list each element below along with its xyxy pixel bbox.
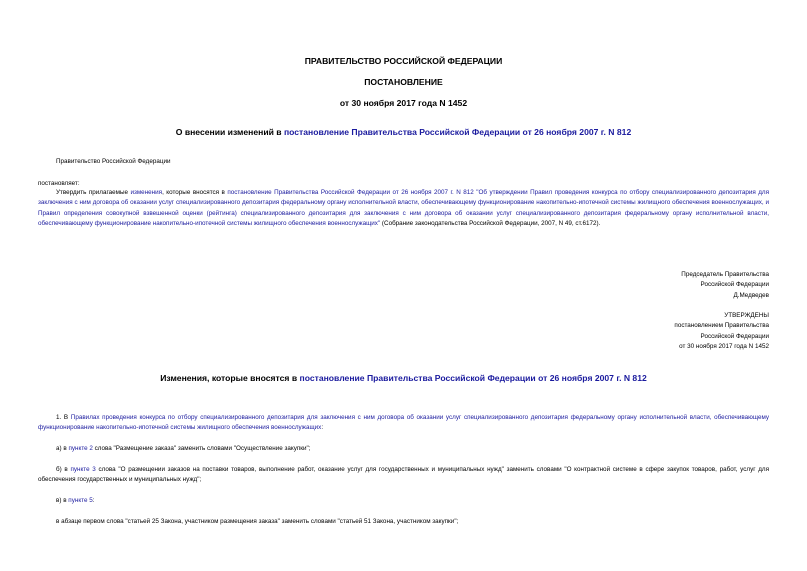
item1-prefix: 1. В <box>56 414 71 421</box>
clause-5-link[interactable]: пункте 5 <box>68 497 93 504</box>
change-item-b <box>38 465 769 486</box>
signature-line-3: Д.Медведев <box>733 291 769 299</box>
change-item-c <box>38 496 769 506</box>
approval-line-2: постановлением Правительства <box>674 322 769 330</box>
changes-title <box>0 373 807 384</box>
p1-part-b: , которые вносятся в <box>162 189 228 196</box>
change-item-c1: в абзаце первом слова "статьей 25 Закона, участником размещения заказа" заменить словами "статьей 51 Закона, участником закупки"; <box>56 518 459 525</box>
item-a-prefix: а) в <box>56 445 69 452</box>
approval-line-3: Российской Федерации <box>700 332 769 340</box>
changes-title-prefix: Изменения, которые вносятся в <box>160 373 300 383</box>
approval-block <box>674 311 769 352</box>
changes-title-link[interactable]: постановление Правительства Российской Федерации от 26 ноября 2007 г. N 812 <box>299 373 647 383</box>
decree-812-link[interactable]: постановление Правительства Российской Федерации от 26 ноября 2007 г. N 812 "Об утверждении Правил проведения конкурса по отбору специализированного депозитария для заключения с ним договора об оказании услуг специализированного депозитария федеральному органу исполнительной власти, обеспечивающему функционирование накопительно-ипотечной системы жилищного обеспечения военнослужащих, и Правил определения совокупной взвешенной оценки (рейтинга) специализированного депозитария для заключения с ним договора об оказании услуг специализированного депозитария федеральному органу исполнительной власти, обеспечивающему функционирование накопительно-ипотечной системы жилищного обеспечения военнослужащих" <box>38 189 769 227</box>
rules-link[interactable]: Правилах проведения конкурса по отбору специализированного депозитария для заключения с ним договора об оказании услуг специализированного депозитария федеральному органу исполнительной власти, обеспечивающему функционирование накопительно-ипотечной системы жилищного обеспечения военнослужащих <box>38 414 769 432</box>
document-subject <box>0 127 807 138</box>
subject-link[interactable]: постановление Правительства Российской Федерации от 26 ноября 2007 г. N 812 <box>283 127 632 137</box>
item-c-text: : <box>92 497 95 504</box>
date-number-heading: от 30 ноября 2017 года N 1452 <box>339 98 468 108</box>
item-b-text: слова "О размещении заказов на поставки товаров, выполнение работ, оказание услуг для государственных и муниципальных нужд" заменить словами "О контрактной системе в сфере закупок товаров, работ, услуг для обеспечения государственных и муниципальных нужд"; <box>38 466 769 484</box>
decrees-text: постановляет: <box>38 180 80 187</box>
change-item-a <box>38 444 769 454</box>
issuer-text: Правительство Российской Федерации <box>56 158 171 165</box>
clause-2-link[interactable]: пункте 2 <box>68 445 93 452</box>
p1-part-c: (Собрание законодательства Российской Федерации, 2007, N 49, ст.6172). <box>380 219 601 227</box>
main-paragraph <box>38 188 769 229</box>
clause-3-link[interactable]: пункте 3 <box>70 466 96 473</box>
signature-block <box>681 270 769 301</box>
government-heading: ПРАВИТЕЛЬСТВО РОССИЙСКОЙ ФЕДЕРАЦИИ <box>304 56 503 66</box>
item-c-prefix: в) в <box>56 497 69 504</box>
p1-part-a: Утвердить прилагаемые <box>56 189 131 196</box>
approval-line-1: УТВЕРЖДЕНЫ <box>724 312 769 319</box>
item-b-prefix: б) в <box>56 466 71 473</box>
item1-suffix: : <box>321 424 324 432</box>
subject-prefix: О внесении изменений в <box>175 127 284 137</box>
changes-link[interactable]: изменения <box>130 189 163 196</box>
item-a-text: слова "Размещение заказа" заменить словами "Осуществление закупки"; <box>92 445 311 452</box>
signature-line-1: Председатель Правительства <box>681 271 769 278</box>
approval-line-4: от 30 ноября 2017 года N 1452 <box>679 342 769 350</box>
doc-type-heading: ПОСТАНОВЛЕНИЕ <box>364 77 443 87</box>
signature-line-2: Российской Федерации <box>700 281 769 289</box>
change-item-1 <box>38 413 769 434</box>
